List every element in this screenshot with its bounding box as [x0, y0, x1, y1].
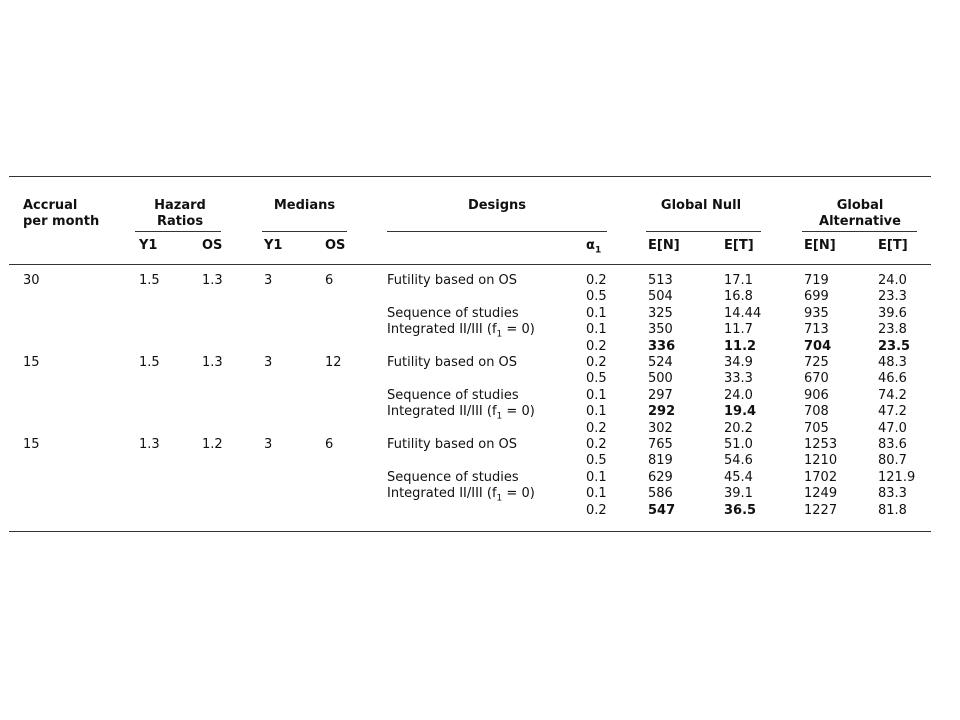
hazard-group-rule	[135, 231, 221, 232]
cell-alpha: 0.1	[586, 387, 607, 403]
cell-alt-en: 1253	[804, 437, 838, 452]
header-null-et: E[T]	[724, 238, 754, 253]
cell-alt-en: 705	[804, 420, 829, 436]
cell-alt-en: 1227	[804, 502, 838, 518]
cell-alt-et: 23.3	[878, 289, 907, 305]
header-designs: Designs	[467, 198, 527, 213]
cell-null-et: 33.3	[724, 371, 753, 387]
header-med-y1: Y1	[264, 238, 283, 253]
cell-accrual: 30	[23, 273, 40, 288]
header-alt-en: E[N]	[804, 238, 836, 253]
cell-null-et: 17.1	[724, 273, 753, 288]
header-medians: Medians	[273, 198, 336, 213]
cell-alt-et: 83.6	[878, 437, 907, 452]
header-alt-et: E[T]	[878, 238, 908, 253]
cell-alpha: 0.5	[586, 371, 607, 387]
cell-null-en: 547	[648, 502, 676, 518]
header-alpha: $\alpha_1$	[586, 238, 602, 256]
cell-null-et: 11.7	[724, 322, 753, 338]
cell-design: Integrated II/III $(f_1 = 0)$	[387, 404, 535, 422]
cell-med-os: 6	[325, 273, 334, 288]
cell-alt-en: 699	[804, 289, 829, 305]
header-hr-y1: Y1	[139, 238, 158, 253]
cell-null-en: 292	[648, 404, 676, 420]
cell-alt-en: 935	[804, 305, 829, 321]
cell-alpha: 0.5	[586, 289, 607, 305]
cell-null-en: 586	[648, 486, 673, 502]
cell-null-en: 325	[648, 305, 673, 321]
cell-alpha: 0.2	[586, 437, 607, 452]
cell-null-et: 20.2	[724, 420, 753, 436]
cell-alpha: 0.1	[586, 404, 607, 420]
cell-design: Integrated II/III $(f_1 = 0)$	[387, 486, 535, 504]
header-med-os: OS	[325, 238, 346, 253]
cell-alt-en: 1210	[804, 453, 838, 469]
cell-hr-y1: 1.5	[139, 355, 160, 370]
table-header-rule	[9, 264, 931, 265]
cell-alpha: 0.2	[586, 273, 607, 288]
cell-null-et: 36.5	[724, 502, 757, 518]
cell-alt-et: 80.7	[878, 453, 907, 469]
cell-null-et: 11.2	[724, 338, 757, 354]
cell-null-en: 350	[648, 322, 673, 338]
global-alternative-group-rule	[802, 231, 917, 232]
cell-alt-et: 47.2	[878, 404, 907, 420]
cell-null-en: 629	[648, 469, 673, 485]
cell-design: Futility based on OS	[387, 273, 518, 288]
cell-design: Sequence of studies	[387, 469, 519, 485]
cell-alt-et: 83.3	[878, 486, 907, 502]
cell-alt-et: 48.3	[878, 355, 907, 370]
cell-alt-et: 121.9	[878, 469, 916, 485]
cell-alt-en: 906	[804, 387, 829, 403]
cell-alt-et: 24.0	[878, 273, 907, 288]
cell-design: Futility based on OS	[387, 437, 518, 452]
cell-alt-en: 704	[804, 338, 832, 354]
header-global-alternative: Global Alternative	[819, 198, 901, 229]
cell-alt-et: 81.8	[878, 502, 907, 518]
cell-null-et: 19.4	[724, 404, 757, 420]
header-null-en: E[N]	[648, 238, 680, 253]
cell-null-en: 500	[648, 371, 673, 387]
cell-null-et: 45.4	[724, 469, 753, 485]
cell-med-y1: 3	[264, 273, 273, 288]
cell-alpha: 0.1	[586, 305, 607, 321]
cell-alt-en: 725	[804, 355, 829, 370]
header-global-null: Global Null	[660, 198, 742, 213]
cell-alt-en: 708	[804, 404, 829, 420]
cell-null-et: 54.6	[724, 453, 753, 469]
cell-alpha: 0.1	[586, 322, 607, 338]
cell-null-en: 336	[648, 338, 676, 354]
cell-alt-en: 1702	[804, 469, 838, 485]
cell-alpha: 0.1	[586, 469, 607, 485]
cell-alpha: 0.2	[586, 502, 607, 518]
cell-hr-y1: 1.3	[139, 437, 160, 452]
cell-design: Integrated II/III $(f_1 = 0)$	[387, 322, 535, 340]
cell-alt-et: 23.8	[878, 322, 907, 338]
cell-null-en: 765	[648, 437, 673, 452]
designs-group-rule	[387, 231, 607, 232]
cell-hr-os: 1.2	[202, 437, 223, 452]
cell-null-en: 819	[648, 453, 673, 469]
cell-design: Sequence of studies	[387, 305, 519, 321]
cell-alt-en: 1249	[804, 486, 838, 502]
cell-alpha: 0.2	[586, 420, 607, 436]
cell-med-os: 12	[325, 355, 342, 370]
cell-hr-os: 1.3	[202, 355, 223, 370]
cell-null-et: 51.0	[724, 437, 753, 452]
table-top-rule	[9, 176, 931, 177]
cell-null-et: 14.44	[724, 305, 762, 321]
cell-alt-et: 46.6	[878, 371, 907, 387]
cell-null-et: 24.0	[724, 387, 753, 403]
header-hazard-ratios: Hazard Ratios	[154, 198, 206, 229]
cell-alpha: 0.1	[586, 486, 607, 502]
cell-null-en: 504	[648, 289, 673, 305]
cell-accrual: 15	[23, 355, 40, 370]
cell-alt-en: 670	[804, 371, 829, 387]
cell-hr-y1: 1.5	[139, 273, 160, 288]
cell-alt-en: 713	[804, 322, 829, 338]
cell-alt-en: 719	[804, 273, 829, 288]
cell-med-y1: 3	[264, 355, 273, 370]
cell-null-et: 39.1	[724, 486, 753, 502]
table-bottom-rule	[9, 531, 931, 532]
medians-group-rule	[262, 231, 347, 232]
header-accrual: Accrual per month	[23, 198, 100, 229]
header-hr-os: OS	[202, 238, 223, 253]
cell-med-os: 6	[325, 437, 334, 452]
cell-med-y1: 3	[264, 437, 273, 452]
cell-design: Futility based on OS	[387, 355, 518, 370]
cell-null-en: 297	[648, 387, 673, 403]
cell-alt-et: 74.2	[878, 387, 907, 403]
cell-alt-et: 23.5	[878, 338, 911, 354]
results-table	[9, 176, 931, 532]
cell-alpha: 0.2	[586, 338, 607, 354]
cell-hr-os: 1.3	[202, 273, 223, 288]
global-null-group-rule	[646, 231, 761, 232]
cell-alt-et: 39.6	[878, 305, 907, 321]
cell-null-en: 524	[648, 355, 673, 370]
cell-null-en: 302	[648, 420, 673, 436]
cell-alt-et: 47.0	[878, 420, 907, 436]
cell-null-et: 34.9	[724, 355, 753, 370]
cell-null-et: 16.8	[724, 289, 753, 305]
cell-design: Sequence of studies	[387, 387, 519, 403]
cell-null-en: 513	[648, 273, 673, 288]
cell-accrual: 15	[23, 437, 40, 452]
cell-alpha: 0.5	[586, 453, 607, 469]
cell-alpha: 0.2	[586, 355, 607, 370]
